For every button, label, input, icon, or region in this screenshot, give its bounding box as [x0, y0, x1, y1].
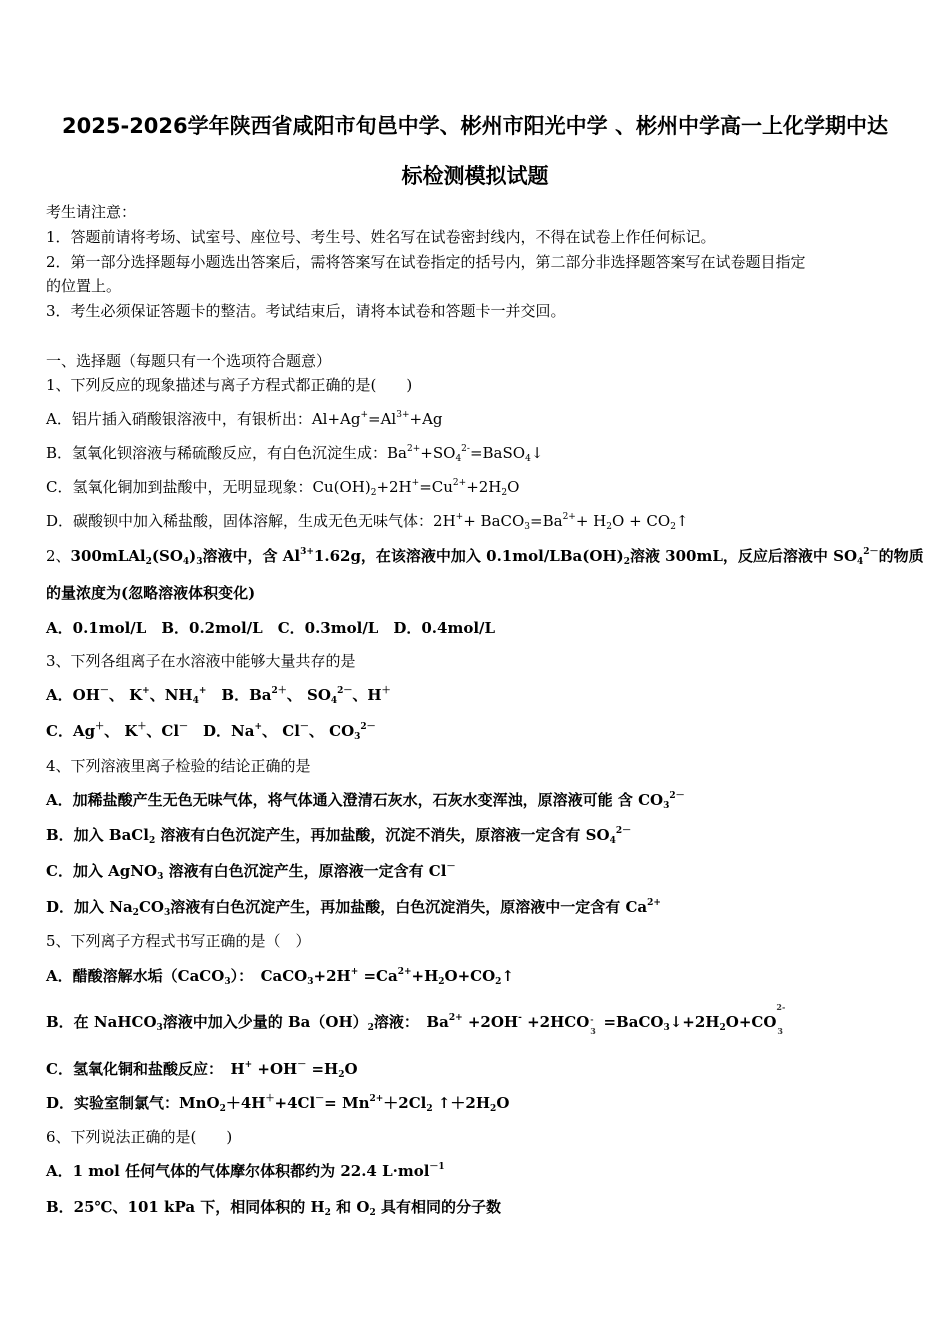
question-1-option-d: D．碳酸钡中加入稀盐酸，固体溶解，生成无色无味气体：$2H^++ BaCO_3=Ba^{2+}+ H_2O$ + $CO_2↑$ [46, 512, 689, 532]
question-5-stem: 5、下列离子方程式书写正确的是（ ） [46, 932, 311, 950]
question-3-options-cd: C．Ag＋、 K＋、Cl－ D．Na+、 Cl－、 $CO_3^{2-}$ [46, 722, 376, 742]
question-4-stem: 4、下列溶液里离子检验的结论正确的是 [46, 757, 311, 775]
question-5-option-c: C．氢氧化铜和盐酸反应： $H^+ +OH^- =H_2O$ [46, 1060, 358, 1080]
question-6-option-b: B．25℃、101 kPa 下，相同体积的 $H_2$ 和 $O_2$ 具有相同的分子数 [46, 1198, 501, 1218]
question-2-options: A．0.1mol/L B．0.2mol/L C．0.3mol/L D．0.4mol/L [46, 619, 496, 637]
carbonate-subscript: 3 [777, 1026, 783, 1036]
question-2-stem-cont: 的量浓度为(忽略溶液体积变化) [46, 584, 256, 602]
question-1-option-b: B．氢氧化钡溶液与稀硫酸反应，有白色沉淀生成：$Ba^{2+}+SO_4^{2-}=BaSO_4↓$ [46, 444, 544, 464]
section-heading: 一、选择题（每题只有一个选项符合题意） [46, 352, 332, 370]
question-2-stem: 2、$300mLAl_2(SO_4)_3$溶液中，含 $Al^{3+}1.62g$，在该溶液中加入 $0.1mol/LBa(OH)_2$溶液 300mL，反应后溶液中 $SO_4^{2-}$的物质 [46, 547, 924, 567]
question-4-option-b: B．加入 BaCl$_2$ 溶液有白色沉淀产生，再加盐酸，沉淀不消失，原溶液一定含有 $SO_4^{2-}$ [46, 826, 632, 846]
question-5-option-b: B．在 NaHCO$_3$溶液中加入少量的 $Ba(OH)_2$溶液： $Ba^{2+} +2OH^- +2HCO$ - 3 $=BaCO_3↓+2H_2O+CO$ 2- 3 [46, 1011, 786, 1033]
question-4-option-d: D．加入 $Na_2CO_3$溶液有白色沉淀产生，再加盐酸，白色沉淀消失，原溶液中一定含有 $Ca^{2+}$ [46, 898, 661, 918]
notice-item-1: 1．答题前请将考场、试室号、座位号、考生号、姓名写在试卷密封线内，不得在试卷上作任何标记。 [46, 228, 716, 246]
notice-item-2-cont: 的位置上。 [46, 277, 122, 295]
page-title-line2: 标检测模拟试题 [401, 164, 549, 188]
notice-item-3: 3．考生必须保证答题卡的整洁。考试结束后，请将本试卷和答题卡一并交回。 [46, 302, 566, 320]
question-5-option-d: D．实验室制氯气：$MnO_2+4H^++4Cl^-= Mn^{2+}+2Cl_2$ $↑+2H_2O$ [46, 1094, 510, 1114]
carbonate-charge: 2- [776, 1002, 786, 1012]
bicarbonate-subscript: 3 [590, 1026, 596, 1036]
question-6-option-a: A．1 mol 任何气体的气体摩尔体积都约为 22.4 L·mol$^{-1}$ [46, 1162, 445, 1180]
bicarbonate-charge: - [590, 1014, 594, 1024]
notice-heading: 考生请注意： [46, 203, 137, 221]
question-1-stem: 1、下列反应的现象描述与离子方程式都正确的是( ) [46, 376, 413, 394]
question-3-options-ab: A．OH－、 K+、$NH_4^+$ B．$Ba^{2+}$、 $SO_4^{2-}$、H＋ [46, 686, 391, 706]
notice-item-2: 2．第一部分选择题每小题选出答案后，需将答案写在试卷指定的括号内，第二部分非选择题答案写在试卷题目指定 [46, 253, 806, 271]
question-3-stem: 3、下列各组离子在水溶液中能够大量共存的是 [46, 652, 356, 670]
question-5-option-a: A．醋酸溶解水垢（CaCO$_3$）： CaCO$_3$+2H+ $=Ca^{2+}+H_2O+CO_2↑$ [46, 967, 515, 987]
page-title-line1: 2025-2026学年陕西省咸阳市旬邑中学、彬州市阳光中学 、彬州中学高一上化学期中达 [62, 114, 888, 138]
question-1-option-c: C．氢氧化铜加到盐酸中，无明显现象：$Cu(OH)_2+2H^+=Cu^{2+}+2H_2O$ [46, 478, 520, 498]
question-1-option-a: A．铝片插入硝酸银溶液中，有银析出：$Al+Ag^+=Al^{3+}+Ag$ [46, 410, 443, 428]
question-4-option-c: C．加入 AgNO$_3$ 溶液有白色沉淀产生，原溶液一定含有 Cl－ [46, 862, 456, 882]
question-6-stem: 6、下列说法正确的是( ) [46, 1128, 233, 1146]
question-4-option-a: A．加稀盐酸产生无色无味气体，将气体通入澄清石灰水，石灰水变浑浊，原溶液可能 含 $CO_3^{2-}$ [46, 791, 685, 811]
